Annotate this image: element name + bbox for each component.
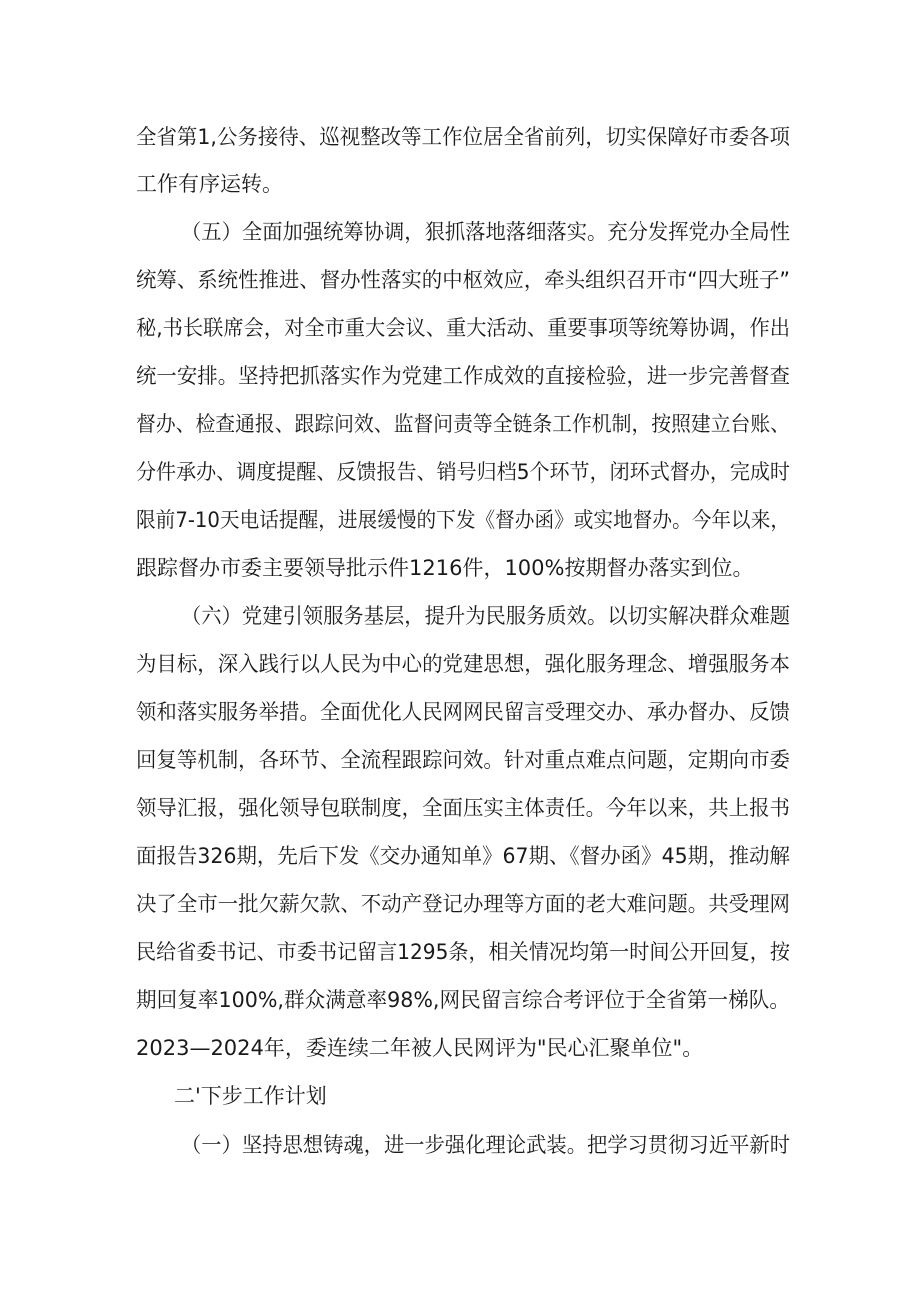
text-line <box>0 304 920 352</box>
paragraph-heading-line <box>0 1121 920 1169</box>
text-line-content: 2023—2024年，委连续二年被人民网评为"民心汇聚单位"。 <box>136 1036 704 1060</box>
text-line-content: （六）党建引领服务基层，提升为民服务质效。以切实解决群众难题 <box>181 604 791 628</box>
text-line-content: 决了全市一批欠薪欠款、不动产登记办理等方面的老大难问题。共受理网 <box>136 892 790 916</box>
section-heading-line <box>0 1072 920 1120</box>
paragraph-heading-line <box>0 208 920 256</box>
text-line <box>0 640 920 688</box>
text-line <box>0 400 920 448</box>
text-line <box>0 448 920 496</box>
text-line <box>0 736 920 784</box>
text-line-content: 回复等机制，各环节、全流程跟踪问效。针对重点难点问题，定期向市委 <box>136 748 790 772</box>
text-line <box>0 544 920 592</box>
text-line <box>0 928 920 976</box>
text-line <box>0 880 920 928</box>
text-line-content: 督办、检查通报、跟踪问效、监督问责等全链条工作机制，按照建立台账、 <box>136 412 790 436</box>
text-line-content: 统筹、系统性推进、督办性落实的中枢效应，牵头组织召开市“四大班子” <box>136 268 790 292</box>
text-line <box>0 496 920 544</box>
text-line-content: 工作有序运转。 <box>136 172 283 196</box>
text-line <box>0 688 920 736</box>
text-line-content: 跟踪督办市委主要领导批示件1216件，100%按期督办落实到位。 <box>136 556 754 580</box>
text-line-content: 期回复率100%,群众满意率98%,网民留言综合考评位于全省第一梯队。 <box>136 988 791 1012</box>
text-line-content: 分件承办、调度提醒、反馈报告、销号归档5个环节，闭环式督办，完成时 <box>136 460 790 484</box>
text-line-content: 民给省委书记、市委书记留言1295条，相关情况均第一时间公开回复，按 <box>136 940 790 964</box>
text-line-content: 领和落实服务举措。全面优化人民网网民留言受理交办、承办督办、反馈 <box>136 700 790 724</box>
text-line <box>0 352 920 400</box>
text-line-content: （五）全面加强统筹协调，狠抓落地落细落实。充分发挥党办全局性 <box>181 220 791 244</box>
text-line-content: 二'下步工作计划 <box>174 1084 327 1108</box>
text-line-content: 限前7-10天电话提醒，进展缓慢的下发《督办函》或实地督办。今年以来， <box>136 508 791 532</box>
text-line-content: 面报告326期，先后下发《交办通知单》67期、《督办函》45期，推动解 <box>136 844 790 868</box>
text-line-content: （一）坚持思想铸魂，进一步强化理论武装。把学习贯彻习近平新时 <box>181 1133 791 1157</box>
text-line-content: 为目标，深入践行以人民为中心的党建思想，强化服务理念、增强服务本 <box>136 652 790 676</box>
text-line <box>0 832 920 880</box>
text-line-content: 统一安排。坚持把抓落实作为党建工作成效的直接检验，进一步完善督查 <box>136 364 790 388</box>
text-line <box>0 784 920 832</box>
text-line <box>0 113 920 161</box>
text-line-content: 秘,书长联席会，对全市重大会议、重大活动、重要事项等统筹协调，作出 <box>136 316 790 340</box>
text-line-content: 全省第1,公务接待、巡视整改等工作位居全省前列，切实保障好市委各项 <box>136 125 791 149</box>
text-line <box>0 256 920 304</box>
text-line <box>0 1024 920 1072</box>
text-line-content: 领导汇报，强化领导包联制度，全面压实主体责任。今年以来，共上报书 <box>136 796 790 820</box>
paragraph-heading-line <box>0 592 920 640</box>
text-line <box>0 160 920 208</box>
text-line <box>0 976 920 1024</box>
